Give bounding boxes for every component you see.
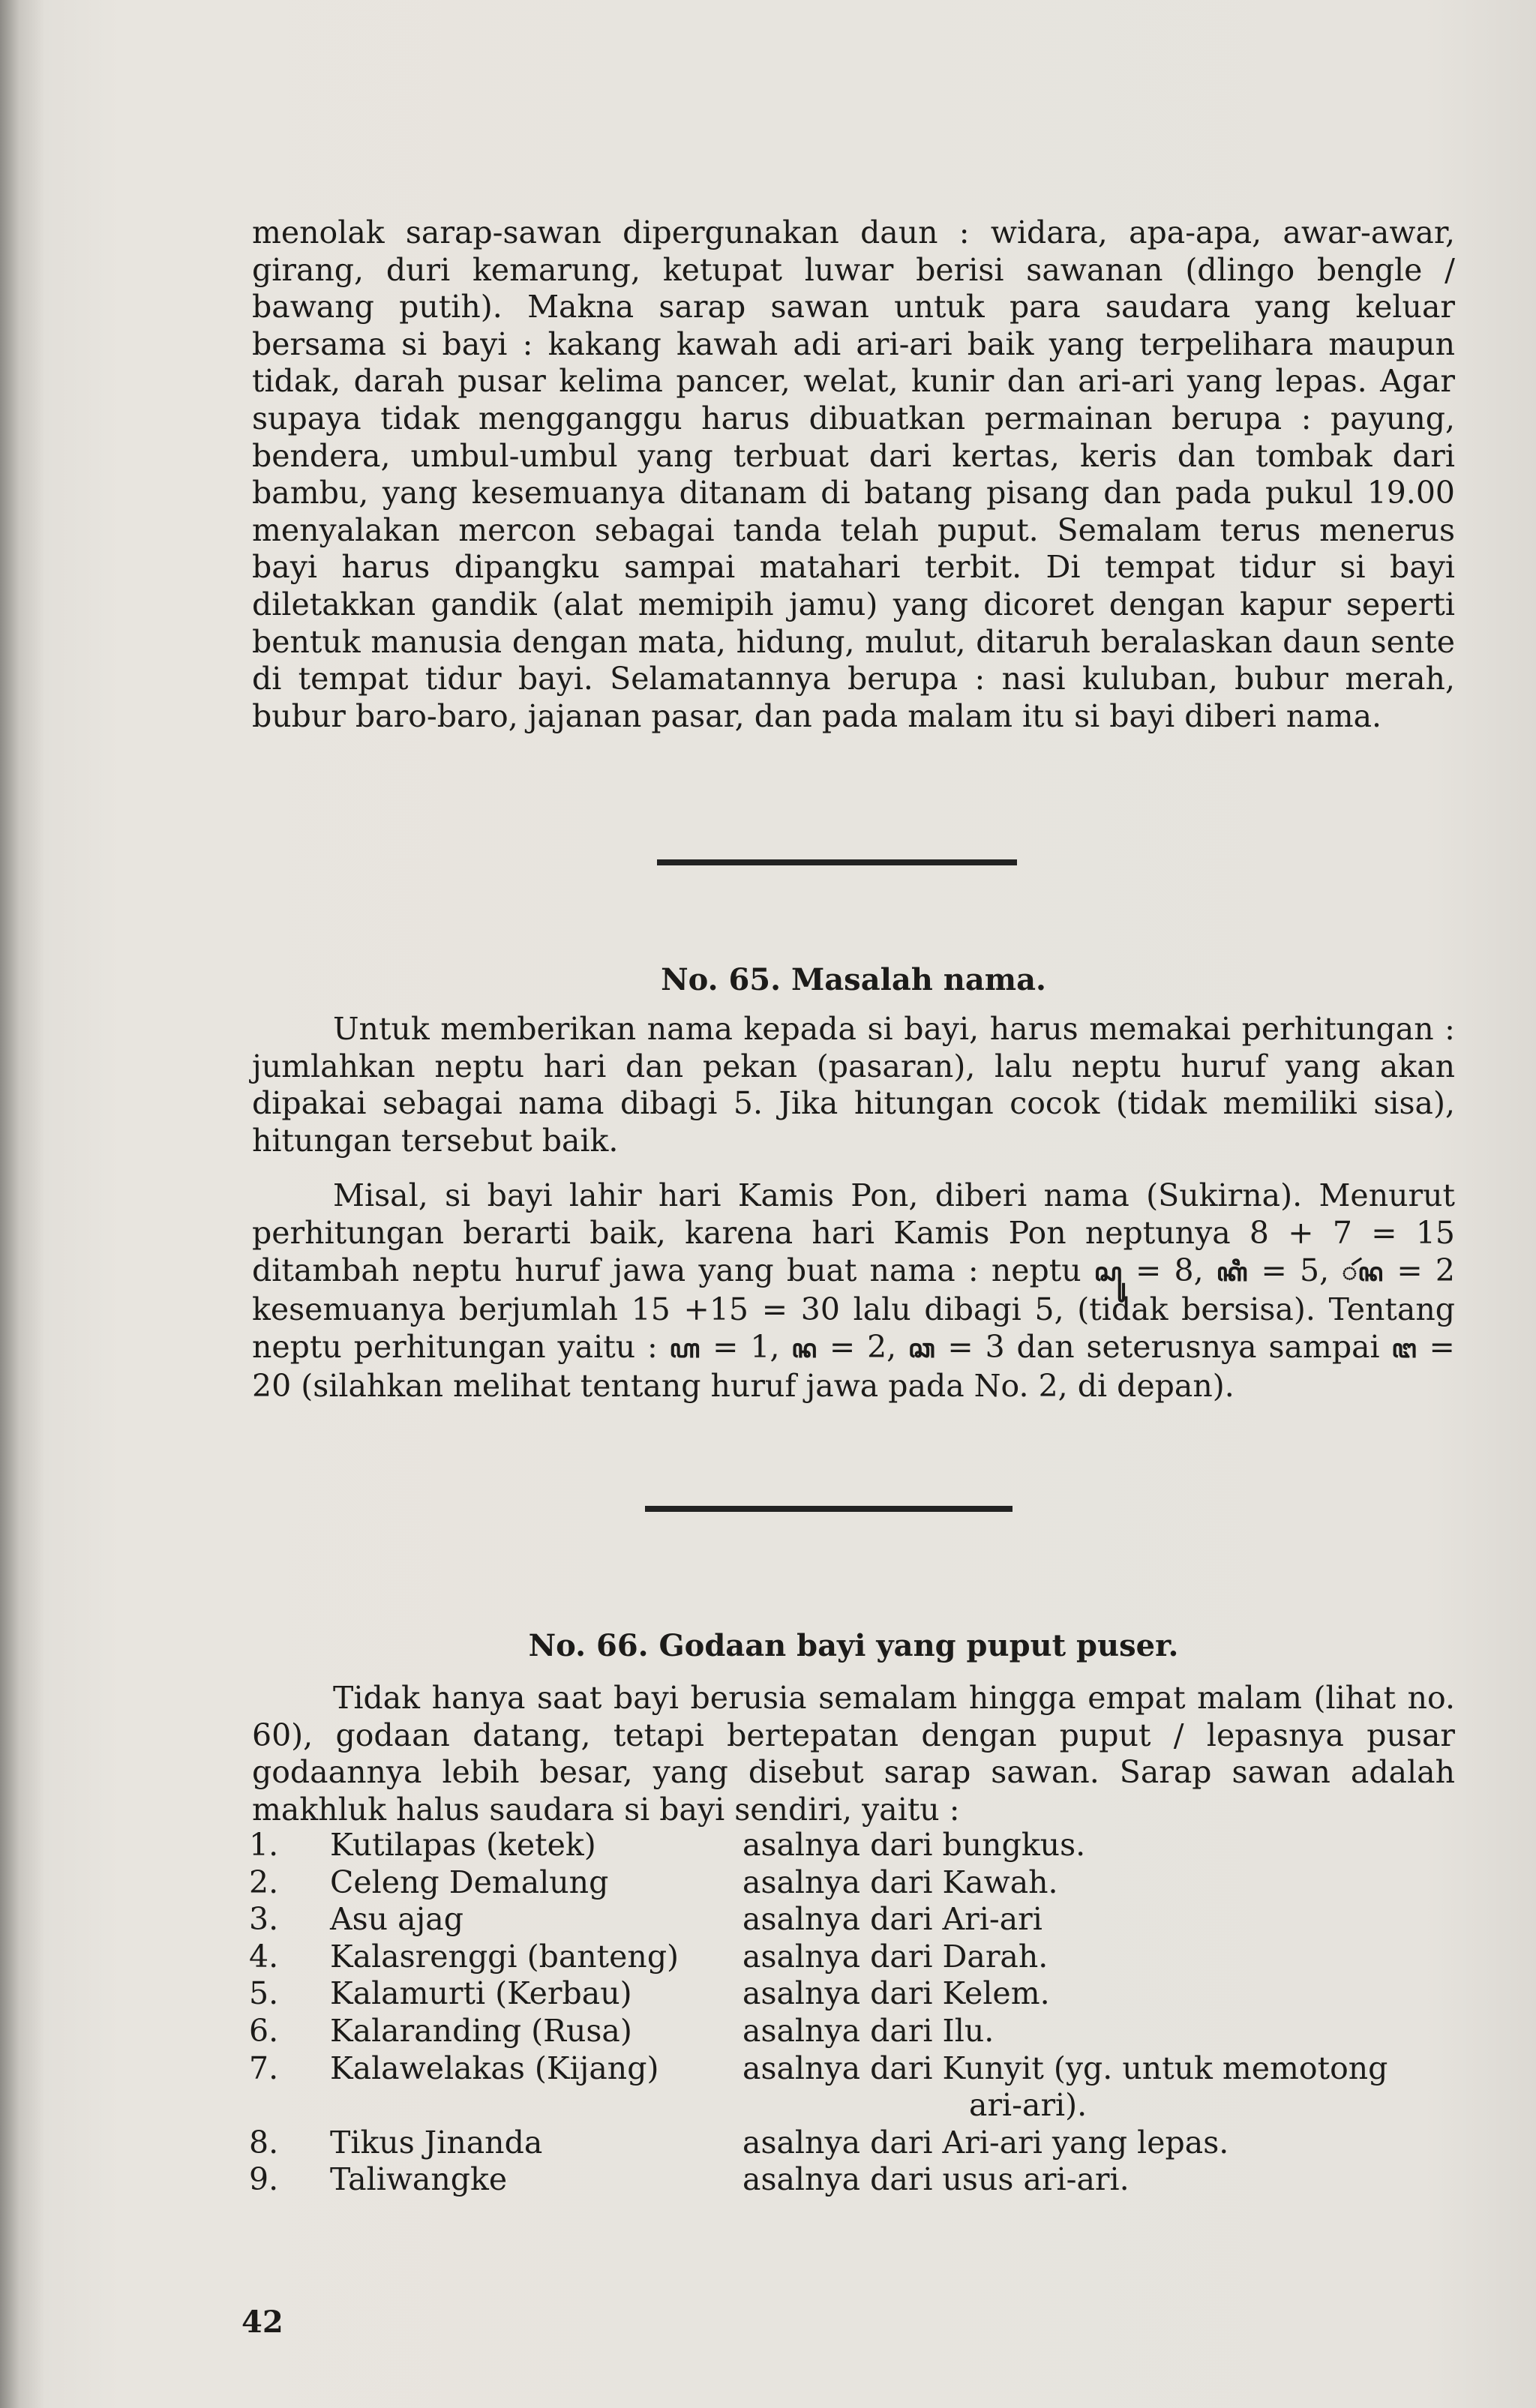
list-name: Tikus Jinanda xyxy=(330,2124,543,2161)
list-name: Kutilapas (ketek) xyxy=(330,1827,596,1863)
section-66-intro-block xyxy=(252,1680,1455,1828)
list-number: 9. xyxy=(249,2161,279,2198)
list-origin: asalnya dari Kunyit (yg. untuk memotong xyxy=(742,2050,1388,2086)
list-origin: asalnya dari Darah. xyxy=(742,1938,1048,1975)
section-66-intro: Tidak hanya saat bayi berusia semalam hingga empat malam (lihat no. 60), godaan datang, tetapi bertepatan dengan puput / lepasnya pusar godaannya lebih besar, yang disebut sarap sawan. Sarap sawan adalah makhluk halus saudara si bayi sendiri, yaitu : xyxy=(252,1680,1455,1828)
list-item xyxy=(249,1864,1479,1902)
javanese-glyph-ca: ꦕ xyxy=(908,1333,936,1364)
text-run: = 8, xyxy=(1136,1252,1204,1288)
text-run: = 20 (silahkan melihat tentang huruf jawa pada No. 2, di depan). xyxy=(252,1328,1455,1405)
section-65-body xyxy=(252,1011,1455,1405)
list-name: Asu ajag xyxy=(330,1901,464,1938)
list-name: Kalasrenggi (banteng) xyxy=(330,1938,680,1975)
list-item xyxy=(249,2161,1479,2199)
list-item xyxy=(249,1901,1479,1939)
page-number: 42 xyxy=(242,2305,284,2340)
list-item xyxy=(249,2125,1479,2162)
list-origin: asalnya dari Ari-ari yang lepas. xyxy=(742,2124,1229,2161)
list-name: Kalamurti (Kerbau) xyxy=(330,1975,632,2012)
list-number: 4. xyxy=(249,1938,279,1975)
list-number: 8. xyxy=(249,2124,279,2161)
list-origin: asalnya dari Kawah. xyxy=(742,1864,1058,1900)
list-name: Celeng Demalung xyxy=(330,1864,609,1900)
list-number: 6. xyxy=(249,2012,279,2049)
section-65-heading: No. 65. Masalah nama. xyxy=(661,962,1046,997)
list-item xyxy=(249,1975,1479,2013)
list-name: Kalaranding (Rusa) xyxy=(330,2012,632,2049)
list-number: 3. xyxy=(249,1901,279,1938)
section-divider xyxy=(645,1506,1012,1512)
list-item xyxy=(249,2013,1479,2050)
list-origin: asalnya dari Ari-ari xyxy=(742,1901,1042,1938)
list-item xyxy=(249,2050,1479,2088)
list-origin: asalnya dari Ilu. xyxy=(742,2012,994,2049)
list-number: 2. xyxy=(249,1864,279,1900)
list-origin: asalnya dari Kelem. xyxy=(742,1975,1050,2012)
text-run: = 2, xyxy=(829,1328,897,1365)
list-name: Kalawelakas (Kijang) xyxy=(330,2050,659,2086)
list-item xyxy=(249,1827,1479,1864)
javanese-glyph-ki: ꦏꦶ xyxy=(1216,1257,1249,1288)
section-65-paragraph-2 xyxy=(252,1177,1455,1405)
list-name: Taliwangke xyxy=(330,2161,508,2198)
text-run: = 5, xyxy=(1261,1252,1330,1288)
javanese-glyph-rna: ꦂꦤ xyxy=(1342,1257,1384,1288)
paragraph-top-block xyxy=(252,214,1455,735)
javanese-glyph-ha: ꦲ xyxy=(669,1333,701,1364)
section-divider xyxy=(657,859,1017,865)
list-origin: asalnya dari bungkus. xyxy=(742,1827,1086,1863)
list-origin: asalnya dari usus ari-ari. xyxy=(742,2161,1130,2198)
list-number: 7. xyxy=(249,2050,279,2086)
text-run: Misal, si bayi lahir hari Kamis Pon, diberi nama (Sukirna). Menurut perhitungan berarti baik, karena hari Kamis Pon neptunya 8 + 7 = 15 ditambah neptu huruf jawa yang buat nama : neptu xyxy=(252,1177,1455,1288)
list-item xyxy=(249,1939,1479,1976)
javanese-glyph-su: ꦱꦸ xyxy=(1094,1257,1123,1288)
text-run: = 1, xyxy=(712,1328,780,1365)
list-number: 5. xyxy=(249,1975,279,2012)
javanese-glyph-nga: ꦔ xyxy=(1391,1333,1418,1364)
section-65-paragraph-1: Untuk memberikan nama kepada si bayi, harus memakai perhitungan : jumlahkan neptu hari dan pekan (pasaran), lalu neptu huruf yang akan dipakai sebagai nama dibagi 5. Jika hitungan cocok (tidak memiliki sisa), hitungan tersebut baik. xyxy=(252,1011,1455,1159)
javanese-glyph-na: ꦤ xyxy=(791,1333,818,1364)
text-run: = 3 dan seterusnya sampai xyxy=(947,1328,1380,1365)
text-run: = 2 kesemuanya berjumlah 15 +15 = 30 lalu dibagi 5, (tidak bersisa). Tentang neptu perhitungan yaitu : xyxy=(252,1252,1455,1365)
paragraph-top: menolak sarap-sawan dipergunakan daun : widara, apa-apa, awar-awar, girang, duri kemarung, ketupat luwar berisi sawanan (dlingo bengle / bawang putih). Makna sarap sawan untuk para saudara yang keluar bersama si bayi : kakang kawah adi ari-ari baik yang terpelihara maupun tidak, darah pusar kelima pancer, welat, kunir dan ari-ari yang lepas. Agar supaya tidak mengganggu harus dibuatkan permainan berupa : payung, bendera, umbul-umbul yang terbuat dari kertas, keris dan tombak dari bambu, yang kesemuanya ditanam di batang pisang dan pada pukul 19.00 menyalakan mercon sebagai tanda telah puput. Semalam terus menerus bayi harus dipangku sampai matahari terbit. Di tempat tidur si bayi diletakkan gandik (alat memipih jamu) yang dicoret dengan kapur seperti bentuk manusia dengan mata, hidung, mulut, ditaruh beralaskan daun sente di tempat tidur bayi. Selamatannya berupa : nasi kuluban, bubur merah, bubur baro-baro, jajanan pasar, dan pada malam itu si bayi diberi nama. xyxy=(252,214,1455,734)
saudara-list xyxy=(249,1827,1479,2199)
list-number: 1. xyxy=(249,1827,279,1863)
list-origin-continuation: ari-ari). xyxy=(969,2087,1088,2124)
section-66-heading: No. 66. Godaan bayi yang puput puser. xyxy=(528,1628,1179,1663)
